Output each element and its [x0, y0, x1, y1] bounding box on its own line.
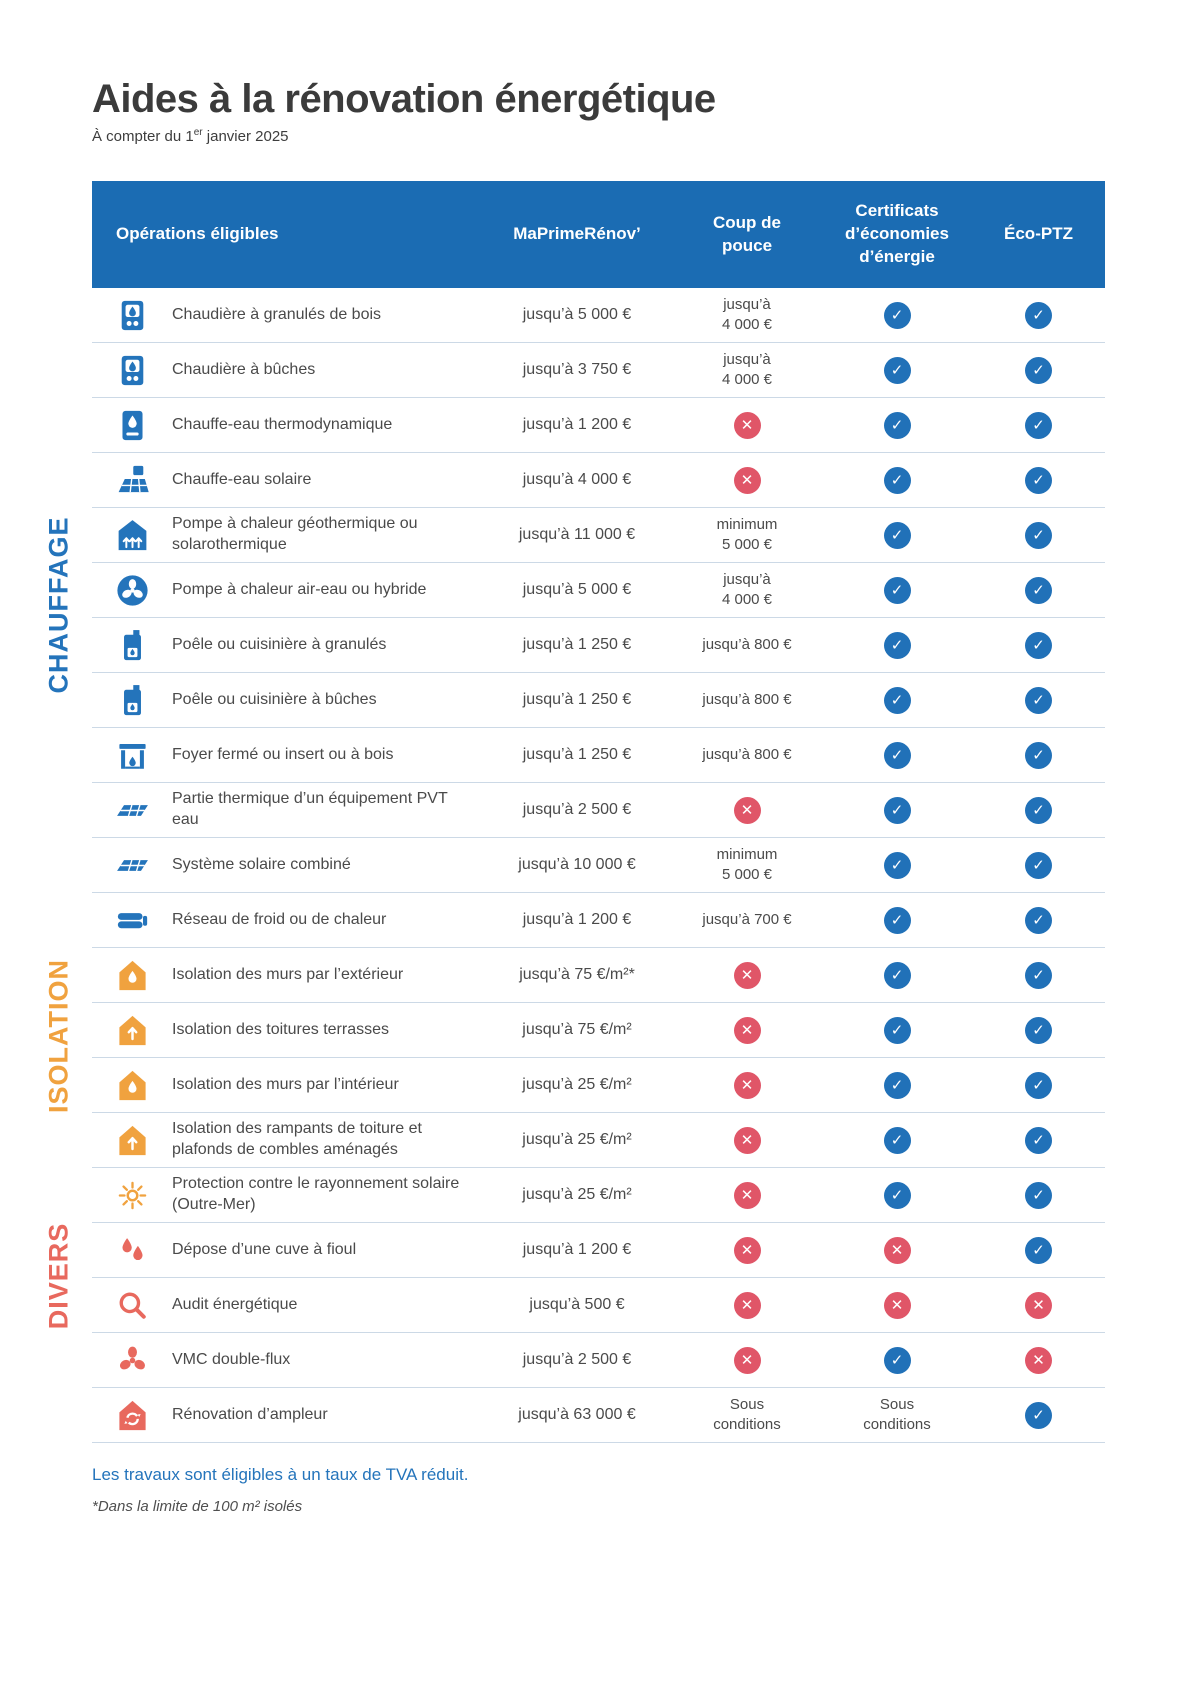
status-text: Sous conditions [713, 1395, 781, 1433]
table-row [92, 1003, 1105, 1058]
operation-label: VMC double-flux [172, 1350, 291, 1368]
check-icon: ✓ [1025, 302, 1052, 329]
ecoptz-status [972, 742, 1105, 769]
boiler-icon [114, 352, 151, 389]
check-icon: ✓ [884, 357, 911, 384]
operation-icon-cell [92, 297, 172, 334]
table-row [92, 948, 1105, 1003]
coup-de-pouce-status [672, 1395, 822, 1436]
ecoptz-status [972, 1182, 1105, 1209]
ecoptz-status [972, 467, 1105, 494]
water-heater-icon [114, 407, 151, 444]
maprimerenov-value: jusqu’à 10 000 € [518, 856, 636, 873]
ecoptz-status [972, 1072, 1105, 1099]
magnifier-icon [114, 1287, 151, 1324]
tva-note: Les travaux sont éligibles à un taux de TVA réduit. [92, 1465, 469, 1484]
status-text: Sous conditions [863, 1395, 931, 1433]
check-icon: ✓ [1025, 1182, 1052, 1209]
cee-status [822, 1395, 972, 1436]
status-text: jusqu’à 700 € [702, 910, 792, 928]
check-icon: ✓ [884, 797, 911, 824]
table-row [92, 1113, 1105, 1168]
ecoptz-status [972, 687, 1105, 714]
table-row [92, 1168, 1105, 1223]
check-icon: ✓ [884, 302, 911, 329]
ecoptz-status [972, 1017, 1105, 1044]
check-icon: ✓ [884, 467, 911, 494]
ecoptz-status [972, 1402, 1105, 1429]
coup-de-pouce-status [672, 412, 822, 439]
header-coup-de-pouce: Coup de pouce [713, 212, 781, 255]
stove-icon [114, 682, 151, 719]
cee-status [822, 1127, 972, 1154]
cross-icon: ✕ [734, 1347, 761, 1374]
coup-de-pouce-status [672, 1127, 822, 1154]
cross-icon: ✕ [734, 467, 761, 494]
cross-icon: ✕ [734, 1237, 761, 1264]
status-text: jusqu’à 800 € [702, 690, 792, 708]
check-icon: ✓ [1025, 852, 1052, 879]
stove-icon [114, 627, 151, 664]
ecoptz-status [972, 1237, 1105, 1264]
vmc-fan-icon [114, 1342, 151, 1379]
coup-de-pouce-status [672, 635, 822, 655]
operation-icon-cell [92, 627, 172, 664]
table-row [92, 673, 1105, 728]
check-icon: ✓ [884, 742, 911, 769]
header-cee: Certificats d’économies d’énergie [845, 201, 949, 266]
cross-icon: ✕ [734, 412, 761, 439]
table-row [92, 343, 1105, 398]
solar-panel-icon [114, 792, 151, 829]
table-header [92, 181, 1105, 288]
subtitle-suffix: janvier 2025 [202, 128, 289, 145]
footnote: *Dans la limite de 100 m² isolés [92, 1498, 303, 1515]
ecoptz-status [972, 852, 1105, 879]
check-icon: ✓ [1025, 1072, 1052, 1099]
coup-de-pouce-status [672, 962, 822, 989]
coup-de-pouce-status [672, 845, 822, 886]
operation-icon-cell [92, 737, 172, 774]
coup-de-pouce-status [672, 515, 822, 556]
table-row [92, 1333, 1105, 1388]
check-icon: ✓ [1025, 742, 1052, 769]
cee-status [822, 687, 972, 714]
table-row [92, 783, 1105, 838]
header-maprimerenov: MaPrimeRénov’ [513, 224, 641, 244]
house-drop-icon [114, 1067, 151, 1104]
cee-status [822, 1017, 972, 1044]
page-subtitle [92, 127, 1105, 145]
ecoptz-status [972, 1292, 1105, 1319]
coup-de-pouce-status [672, 570, 822, 611]
operation-label: Pompe à chaleur géothermique ou solarothermique [172, 515, 418, 553]
check-icon: ✓ [884, 852, 911, 879]
ecoptz-status [972, 632, 1105, 659]
check-icon: ✓ [1025, 1127, 1052, 1154]
coup-de-pouce-status [672, 690, 822, 710]
check-icon: ✓ [1025, 907, 1052, 934]
check-icon: ✓ [884, 1127, 911, 1154]
coup-de-pouce-status [672, 745, 822, 765]
cee-status [822, 632, 972, 659]
table-row [92, 728, 1105, 783]
status-text: jusqu’à 4 000 € [721, 350, 773, 388]
operation-icon-cell [92, 902, 172, 939]
cross-icon: ✕ [734, 1072, 761, 1099]
check-icon: ✓ [884, 1017, 911, 1044]
operation-icon-cell [92, 847, 172, 884]
check-icon: ✓ [1025, 797, 1052, 824]
status-text: jusqu’à 4 000 € [721, 295, 773, 333]
table-row [92, 508, 1105, 563]
coup-de-pouce-status [672, 797, 822, 824]
operation-icon-cell [92, 957, 172, 994]
operation-label: Partie thermique d’un équipement PVT eau [172, 790, 448, 828]
maprimerenov-value: jusqu’à 1 200 € [522, 911, 632, 928]
ecoptz-status [972, 412, 1105, 439]
ecoptz-status [972, 1347, 1105, 1374]
cee-status [822, 522, 972, 549]
check-icon: ✓ [1025, 357, 1052, 384]
content [43, 77, 1105, 1515]
subtitle-superscript: er [193, 127, 203, 138]
table-row [92, 1058, 1105, 1113]
operation-label: Isolation des rampants de toiture et plafonds de combles aménagés [172, 1120, 422, 1158]
cee-status [822, 467, 972, 494]
heat-pump-house-icon [114, 517, 151, 554]
operation-label: Audit énergétique [172, 1295, 298, 1313]
coup-de-pouce-status [672, 1292, 822, 1319]
fireplace-icon [114, 737, 151, 774]
operation-icon-cell [92, 1397, 172, 1434]
operation-label: Chauffe-eau solaire [172, 470, 312, 488]
check-icon: ✓ [1025, 962, 1052, 989]
operation-label: Chaudière à granulés de bois [172, 305, 382, 323]
cross-icon: ✕ [734, 1127, 761, 1154]
ecoptz-status [972, 1127, 1105, 1154]
operation-label: Isolation des toitures terrasses [172, 1020, 389, 1038]
table-row [92, 563, 1105, 618]
cee-status [822, 907, 972, 934]
operation-label: Foyer fermé ou insert ou à bois [172, 745, 394, 763]
ecoptz-status [972, 357, 1105, 384]
cee-status [822, 1182, 972, 1209]
check-icon: ✓ [1025, 467, 1052, 494]
cross-icon: ✕ [1025, 1292, 1052, 1319]
table-row [92, 288, 1105, 343]
operation-label: Réseau de froid ou de chaleur [172, 910, 387, 928]
section-label-isolation: ISOLATION [43, 959, 74, 1113]
table-row [92, 1388, 1105, 1443]
cee-status [822, 852, 972, 879]
ecoptz-status [972, 907, 1105, 934]
cross-icon: ✕ [734, 1017, 761, 1044]
status-text: minimum 5 000 € [716, 515, 778, 553]
check-icon: ✓ [884, 632, 911, 659]
check-icon: ✓ [884, 962, 911, 989]
ecoptz-status [972, 797, 1105, 824]
operation-label: Poêle ou cuisinière à granulés [172, 635, 387, 653]
table-row [92, 1223, 1105, 1278]
header-ecoptz: Éco-PTZ [1004, 224, 1073, 244]
cross-icon: ✕ [884, 1292, 911, 1319]
sun-icon [114, 1177, 151, 1214]
operation-label: Isolation des murs par l’intérieur [172, 1075, 399, 1093]
operation-label: Protection contre le rayonnement solaire (Outre-Mer) [172, 1175, 460, 1213]
operation-label: Chaudière à bûches [172, 360, 316, 378]
maprimerenov-value: jusqu’à 1 250 € [522, 746, 632, 763]
maprimerenov-value: jusqu’à 4 000 € [522, 471, 632, 488]
check-icon: ✓ [884, 687, 911, 714]
check-icon: ✓ [1025, 577, 1052, 604]
coup-de-pouce-status [672, 1237, 822, 1264]
check-icon: ✓ [1025, 687, 1052, 714]
cross-icon: ✕ [734, 797, 761, 824]
operation-icon-cell [92, 572, 172, 609]
cross-icon: ✕ [1025, 1347, 1052, 1374]
maprimerenov-value: jusqu’à 75 €/m² [522, 1021, 632, 1038]
maprimerenov-value: jusqu’à 5 000 € [522, 306, 632, 323]
operation-icon-cell [92, 517, 172, 554]
coup-de-pouce-status [672, 1182, 822, 1209]
operation-icon-cell [92, 462, 172, 499]
operation-icon-cell [92, 1342, 172, 1379]
maprimerenov-value: jusqu’à 75 €/m²* [519, 966, 635, 983]
maprimerenov-value: jusqu’à 1 250 € [522, 691, 632, 708]
section-isolation [43, 948, 1105, 1223]
check-icon: ✓ [1025, 1017, 1052, 1044]
maprimerenov-value: jusqu’à 25 €/m² [522, 1186, 632, 1203]
check-icon: ✓ [884, 1347, 911, 1374]
house-arrow-icon [114, 1122, 151, 1159]
cee-status [822, 742, 972, 769]
maprimerenov-value: jusqu’à 11 000 € [518, 526, 636, 543]
cee-status [822, 1072, 972, 1099]
operation-label: Dépose d’une cuve à fioul [172, 1240, 357, 1258]
cee-status [822, 1292, 972, 1319]
coup-de-pouce-status [672, 1017, 822, 1044]
maprimerenov-value: jusqu’à 25 €/m² [522, 1076, 632, 1093]
header-operations: Opérations éligibles [116, 224, 279, 244]
operation-label: Chauffe-eau thermodynamique [172, 415, 393, 433]
table-row [92, 618, 1105, 673]
cee-status [822, 797, 972, 824]
maprimerenov-value: jusqu’à 500 € [529, 1296, 625, 1313]
operation-label: Rénovation d’ampleur [172, 1405, 328, 1423]
operation-icon-cell [92, 1067, 172, 1104]
operation-icon-cell [92, 682, 172, 719]
cross-icon: ✕ [734, 1292, 761, 1319]
ecoptz-status [972, 577, 1105, 604]
cee-status [822, 962, 972, 989]
table-row [92, 453, 1105, 508]
page-title: Aides à la rénovation énergétique [92, 77, 716, 121]
section-label-divers: DIVERS [43, 1222, 74, 1330]
check-icon: ✓ [884, 1072, 911, 1099]
operation-label: Pompe à chaleur air-eau ou hybride [172, 580, 427, 598]
cee-status [822, 1347, 972, 1374]
check-icon: ✓ [1025, 1237, 1052, 1264]
cross-icon: ✕ [734, 1182, 761, 1209]
boiler-icon [114, 297, 151, 334]
status-text: jusqu’à 800 € [702, 745, 792, 763]
operation-label: Isolation des murs par l’extérieur [172, 965, 404, 983]
status-text: minimum 5 000 € [716, 845, 778, 883]
check-icon: ✓ [884, 907, 911, 934]
coup-de-pouce-status [672, 1072, 822, 1099]
table-row [92, 838, 1105, 893]
table-row [92, 398, 1105, 453]
section-divers [43, 1222, 1105, 1443]
house-drop-icon [114, 957, 151, 994]
check-icon: ✓ [1025, 522, 1052, 549]
ecoptz-status [972, 962, 1105, 989]
check-icon: ✓ [884, 412, 911, 439]
subtitle-prefix: À compter du 1 [92, 128, 194, 145]
check-icon: ✓ [884, 522, 911, 549]
cee-status [822, 302, 972, 329]
maprimerenov-value: jusqu’à 1 200 € [522, 1241, 632, 1258]
maprimerenov-value: jusqu’à 5 000 € [522, 581, 632, 598]
maprimerenov-value: jusqu’à 25 €/m² [522, 1131, 632, 1148]
operation-label: Poêle ou cuisinière à bûches [172, 690, 377, 708]
cross-icon: ✕ [884, 1237, 911, 1264]
maprimerenov-value: jusqu’à 3 750 € [522, 361, 632, 378]
operation-label: Système solaire combiné [172, 855, 351, 873]
operation-icon-cell [92, 1287, 172, 1324]
section-label-chauffage: CHAUFFAGE [43, 516, 74, 694]
maprimerenov-value: jusqu’à 2 500 € [522, 801, 632, 818]
operation-icon-cell [92, 1122, 172, 1159]
coup-de-pouce-status [672, 295, 822, 336]
solar-water-heater-icon [114, 462, 151, 499]
coup-de-pouce-status [672, 910, 822, 930]
coup-de-pouce-status [672, 350, 822, 391]
district-network-icon [114, 902, 151, 939]
maprimerenov-value: jusqu’à 2 500 € [522, 1351, 632, 1368]
operation-icon-cell [92, 792, 172, 829]
check-icon: ✓ [1025, 632, 1052, 659]
operation-icon-cell [92, 1177, 172, 1214]
coup-de-pouce-status [672, 467, 822, 494]
cee-status [822, 1237, 972, 1264]
check-icon: ✓ [1025, 1402, 1052, 1429]
table-row [92, 893, 1105, 948]
heat-pump-fan-icon [114, 572, 151, 609]
status-text: jusqu’à 800 € [702, 635, 792, 653]
cee-status [822, 412, 972, 439]
cross-icon: ✕ [734, 962, 761, 989]
operation-icon-cell [92, 1232, 172, 1269]
check-icon: ✓ [884, 577, 911, 604]
ecoptz-status [972, 522, 1105, 549]
cee-status [822, 357, 972, 384]
maprimerenov-value: jusqu’à 63 000 € [518, 1406, 636, 1423]
ecoptz-status [972, 302, 1105, 329]
oil-drops-icon [114, 1232, 151, 1269]
cee-status [822, 577, 972, 604]
check-icon: ✓ [884, 1182, 911, 1209]
maprimerenov-value: jusqu’à 1 200 € [522, 416, 632, 433]
operation-icon-cell [92, 352, 172, 389]
house-arrow-icon [114, 1012, 151, 1049]
maprimerenov-value: jusqu’à 1 250 € [522, 636, 632, 653]
solar-panel-icon [114, 847, 151, 884]
table-body [43, 288, 1105, 1443]
operation-icon-cell [92, 1012, 172, 1049]
operation-icon-cell [92, 407, 172, 444]
check-icon: ✓ [1025, 412, 1052, 439]
aid-table [43, 181, 1105, 1443]
coup-de-pouce-status [672, 1347, 822, 1374]
status-text: jusqu’à 4 000 € [721, 570, 773, 608]
renovation-house-icon [114, 1397, 151, 1434]
table-row [92, 1278, 1105, 1333]
section-chauffage [43, 288, 1105, 948]
